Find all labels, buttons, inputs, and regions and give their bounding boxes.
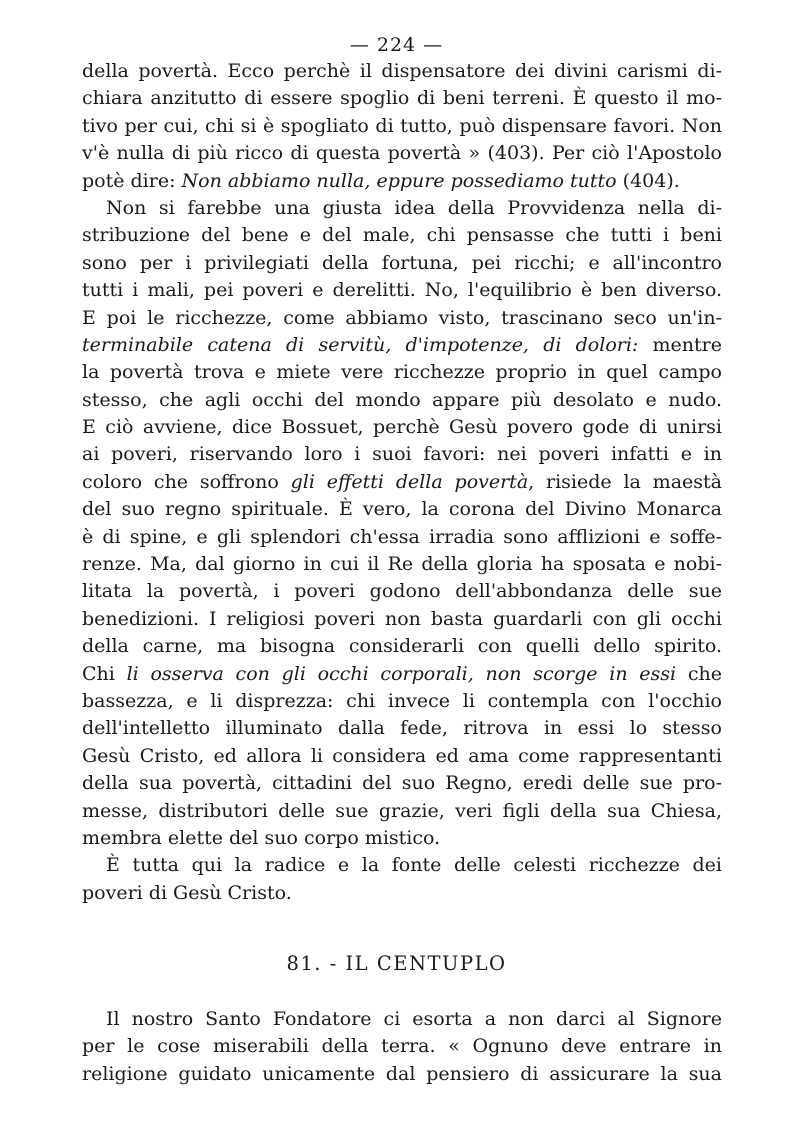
- paragraph-2: [82, 195, 722, 852]
- text-line: litata la povertà, i poveri godono dell'abbondanza delle sue: [82, 580, 722, 603]
- text-line: v'è nulla di più ricco di questa povertà » (403). Per ciò l'Apostolo: [82, 142, 722, 165]
- text-line: potè dire: Non abbiamo nulla, eppure possediamo tutto (404).: [82, 169, 680, 192]
- page-body: [82, 58, 722, 907]
- text-line: stesso, che agli occhi del mondo appare più desolato e nudo.: [82, 388, 722, 411]
- page-number: — 224 —: [349, 34, 444, 56]
- text-line: E ciò avviene, dice Bossuet, perchè Gesù povero gode di unirsi: [82, 416, 722, 439]
- text-line: messe, distributori delle sue grazie, veri figli della sua Chiesa,: [82, 799, 722, 822]
- text-line: ai poveri, riservando loro i suoi favori: nei poveri infatti e in: [82, 443, 722, 466]
- text-line: tutti i mali, pei poveri e derelitti. No, l'equilibrio è ben diverso.: [82, 279, 722, 302]
- text-line: della povertà. Ecco perchè il dispensatore dei divini carismi di-: [82, 60, 722, 82]
- text-line: renze. Ma, dal giorno in cui il Re della gloria ha sposata e nobi-: [82, 553, 722, 576]
- text-line: benedizioni. I religiosi poveri non basta guardarli con gli occhi: [82, 607, 722, 630]
- text-line: Non si farebbe una giusta idea della Provvidenza nella di-: [106, 196, 722, 219]
- text-line: la povertà trova e miete vere ricchezze proprio in quel campo: [82, 361, 722, 384]
- paragraph-4: [82, 1006, 722, 1088]
- text-line: dell'intelletto illuminato dalla fede, ritrova in essi lo stesso: [82, 717, 722, 740]
- text-line: Gesù Cristo, ed allora li considera ed ama come rappresentanti: [82, 744, 722, 767]
- text-line: È tutta qui la radice e la fonte delle celesti ricchezze dei: [106, 854, 722, 877]
- text-line: religione guidato unicamente dal pensiero di assicurare la sua: [82, 1062, 722, 1085]
- text-line: per le cose miserabili della terra. « Ognuno deve entrare in: [82, 1035, 722, 1058]
- text-line: del suo regno spirituale. È vero, la corona del Divino Monarca: [82, 498, 722, 521]
- text-line: Il nostro Santo Fondatore ci esorta a non darci al Signore: [106, 1008, 722, 1030]
- text-line: coloro che soffrono gli effetti della povertà, risiede la maestà: [82, 470, 722, 493]
- text-line: sono per i privilegiati della fortuna, pei ricchi; e all'incontro: [82, 251, 722, 274]
- text-line: è di spine, e gli splendori ch'essa irradia sono afflizioni e soffe-: [82, 525, 722, 548]
- paragraph-3: [82, 852, 722, 907]
- text-line: tivo per cui, chi si è spogliato di tutto, può dispensare favori. Non: [82, 114, 722, 137]
- text-line: membra elette del suo corpo mistico.: [82, 826, 441, 849]
- text-line: E poi le ricchezze, come abbiamo visto, trascinano seco un'in-: [82, 306, 722, 329]
- text-line: Chi li osserva con gli occhi corporali, non scorge in essi che: [82, 662, 722, 685]
- section-heading: 81. - IL CENTUPLO: [286, 952, 507, 975]
- text-line: stribuzione del bene e del male, chi pensasse che tutti i beni: [82, 224, 722, 247]
- section-body: [82, 1006, 722, 1088]
- text-line: bassezza, e li disprezza: chi invece li contempla con l'occhio: [82, 689, 722, 712]
- paragraph-1: [82, 58, 722, 195]
- text-line: terminabile catena di servitù, d'impotenze, di dolori: mentre: [82, 333, 723, 356]
- text-line: poveri di Gesù Cristo.: [82, 881, 292, 904]
- text-line: chiara anzitutto di essere spoglio di beni terreni. È questo il mo-: [82, 87, 722, 110]
- text-line: della sua povertà, cittadini del suo Regno, eredi delle sue pro-: [82, 772, 722, 795]
- text-line: della carne, ma bisogna considerarli con quelli dello spirito.: [82, 635, 722, 658]
